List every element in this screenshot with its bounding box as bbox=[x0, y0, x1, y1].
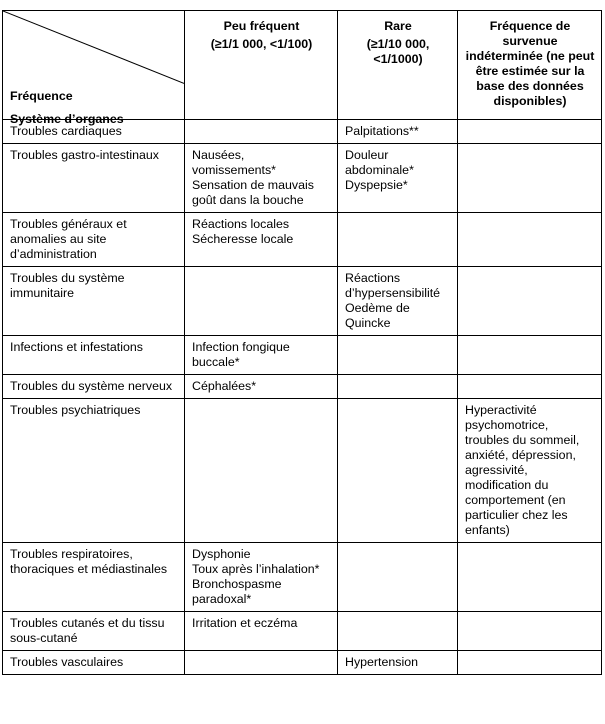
table-body bbox=[3, 120, 602, 675]
cell-uncommon bbox=[185, 612, 338, 651]
effect-text: Dyspepsie* bbox=[345, 178, 408, 192]
effect-text: Céphalées* bbox=[192, 379, 257, 393]
table-row bbox=[3, 543, 602, 612]
cell-rare bbox=[338, 144, 458, 213]
effect-text: Irritation et eczéma bbox=[192, 616, 298, 630]
table-row bbox=[3, 399, 602, 543]
table-row bbox=[3, 651, 602, 675]
cell-rare bbox=[338, 612, 458, 651]
effect-text: Réactions d’hypersensibilité bbox=[345, 271, 441, 300]
cell-unknown bbox=[458, 612, 602, 651]
effect-text: Sécheresse locale bbox=[192, 232, 294, 246]
effect-text: Bronchospasme paradoxal* bbox=[192, 577, 282, 606]
cell-unknown bbox=[458, 651, 602, 675]
cell-uncommon bbox=[185, 336, 338, 375]
cell-unknown bbox=[458, 399, 602, 543]
organ-system-cell: Troubles cutanés et du tissu sous-cutané bbox=[3, 612, 185, 651]
cell-unknown bbox=[458, 543, 602, 612]
column-title: Fréquence de survenue indéterminée (ne peut être estimée sur la base des données disponibles) bbox=[465, 19, 595, 108]
column-title: Rare bbox=[384, 19, 412, 33]
cell-rare bbox=[338, 543, 458, 612]
effect-text: Hypertension bbox=[345, 655, 419, 669]
column-header-uncommon bbox=[185, 11, 338, 120]
effect-text: Nausées, vomissements* bbox=[192, 148, 277, 177]
column-range: (≥1/10 000, <1/1000) bbox=[366, 37, 430, 66]
organ-system-cell: Troubles du système nerveux bbox=[3, 375, 185, 399]
effect-text: Palpitations** bbox=[345, 124, 419, 138]
table-row bbox=[3, 213, 602, 267]
effect-text: Toux après l’inhalation* bbox=[192, 562, 320, 576]
effect-text: Hyperactivité psychomotrice, troubles du sommeil, anxiété, dépression, agressivité, modification du comportement (en particulier chez les enfants) bbox=[465, 403, 580, 537]
organ-system-cell: Troubles gastro-intestinaux bbox=[3, 144, 185, 213]
effect-text: Dysphonie bbox=[192, 547, 251, 561]
cell-uncommon bbox=[185, 375, 338, 399]
effect-text: Réactions locales bbox=[192, 217, 290, 231]
corner-header-cell bbox=[3, 11, 185, 126]
cell-uncommon bbox=[185, 399, 338, 543]
column-header-unknown bbox=[458, 11, 602, 120]
organ-system-cell: Infections et infestations bbox=[3, 336, 185, 375]
cell-unknown bbox=[458, 120, 602, 144]
cell-uncommon bbox=[185, 543, 338, 612]
cell-rare bbox=[338, 336, 458, 375]
cell-unknown bbox=[458, 213, 602, 267]
organ-system-cell: Troubles du système immunitaire bbox=[3, 267, 185, 336]
table-row bbox=[3, 267, 602, 336]
cell-unknown bbox=[458, 144, 602, 213]
cell-uncommon bbox=[185, 213, 338, 267]
organ-system-cell: Troubles cardiaques bbox=[3, 120, 185, 144]
organ-system-label: Système d’organes bbox=[10, 112, 124, 126]
header-row bbox=[3, 11, 602, 120]
table-row bbox=[3, 144, 602, 213]
table-row bbox=[3, 612, 602, 651]
organ-system-cell: Troubles psychiatriques bbox=[3, 399, 185, 543]
effect-text: Douleur abdominale* bbox=[345, 148, 414, 177]
cell-rare bbox=[338, 399, 458, 543]
adverse-effects-table bbox=[2, 10, 602, 675]
effect-text: Infection fongique buccale* bbox=[192, 340, 290, 369]
table-row bbox=[3, 336, 602, 375]
column-title: Peu fréquent bbox=[223, 19, 300, 33]
cell-unknown bbox=[458, 336, 602, 375]
cell-rare bbox=[338, 375, 458, 399]
table-row bbox=[3, 375, 602, 399]
cell-rare bbox=[338, 651, 458, 675]
cell-rare bbox=[338, 120, 458, 144]
organ-system-cell: Troubles respiratoires, thoraciques et médiastinales bbox=[3, 543, 185, 612]
column-header-rare bbox=[338, 11, 458, 120]
effect-text: Oedème de Quincke bbox=[345, 301, 410, 330]
effect-text: Sensation de mauvais goût dans la bouche bbox=[192, 178, 314, 207]
cell-uncommon bbox=[185, 651, 338, 675]
organ-system-cell: Troubles généraux et anomalies au site d’administration bbox=[3, 213, 185, 267]
cell-uncommon bbox=[185, 120, 338, 144]
cell-rare bbox=[338, 213, 458, 267]
cell-rare bbox=[338, 267, 458, 336]
cell-unknown bbox=[458, 267, 602, 336]
cell-uncommon bbox=[185, 267, 338, 336]
organ-system-cell: Troubles vasculaires bbox=[3, 651, 185, 675]
cell-uncommon bbox=[185, 144, 338, 213]
frequency-label: Fréquence bbox=[10, 89, 73, 103]
cell-unknown bbox=[458, 375, 602, 399]
column-range: (≥1/1 000, <1/100) bbox=[210, 37, 313, 51]
